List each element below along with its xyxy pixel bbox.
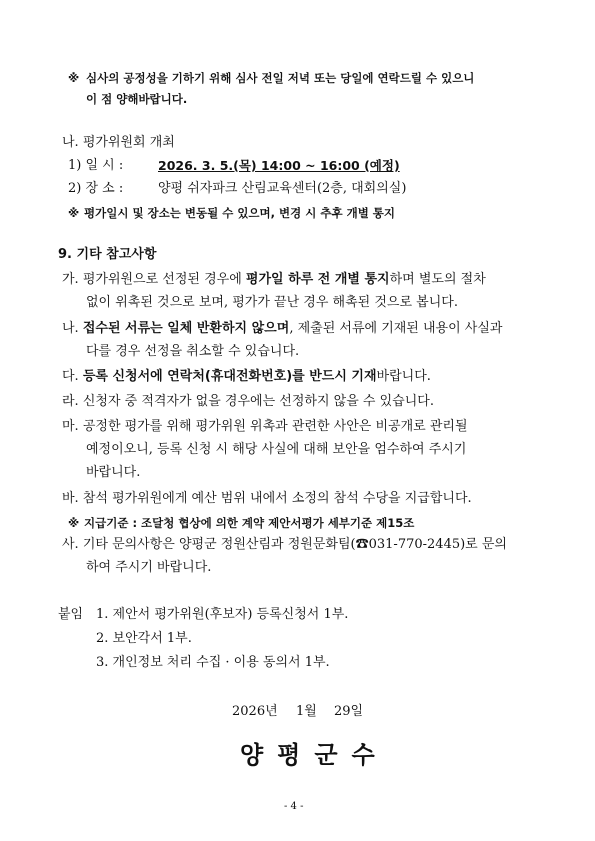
- item-na-line-2: 다를 경우 선정을 취소할 수 있습니다.: [86, 344, 300, 359]
- meeting-note: 평가일시 및 장소는 변동될 수 있으며, 변경 시 추후 개별 통지: [84, 206, 396, 220]
- meeting-note-mark: ※: [68, 206, 80, 220]
- meeting-heading: 나. 평가위원회 개최: [62, 135, 175, 150]
- meeting-date-label: 1) 일 시 :: [68, 158, 124, 173]
- meeting-place-label: 2) 장 소 :: [68, 181, 124, 196]
- date-day: 29일: [334, 704, 364, 719]
- item-ba: 바. 참석 평가위원에게 예산 범위 내에서 소정의 참석 수당을 지급합니다.: [62, 491, 472, 506]
- attachment-item: 3. 개인정보 처리 수집 · 이용 동의서 1부.: [96, 655, 330, 670]
- item-ga-line-1: 가. 평가위원으로 선정된 경우에 평가일 하루 전 개별 통지하며 별도의 절차: [62, 272, 486, 287]
- date-month: 1월: [296, 704, 317, 719]
- section-9-heading: 9. 기타 참고사항: [58, 247, 157, 262]
- item-sa-line-1: 사. 기타 문의사항은 양평군 정원산림과 정원문화팀(☎031-770-2445)로 문의: [62, 537, 507, 552]
- notice-mark: ※: [68, 71, 80, 85]
- item-ma-line-1: 마. 공정한 평가를 위해 평가위원 위촉과 관련한 사안은 비공개로 관리될: [62, 419, 468, 434]
- pay-note-mark: ※: [68, 516, 80, 530]
- page-number: - 4 -: [284, 801, 304, 812]
- date-year: 2026년: [232, 704, 278, 719]
- item-ra: 라. 신청자 중 적격자가 없을 경우에는 선정하지 않을 수 있습니다.: [62, 394, 434, 409]
- item-sa-line-2: 하여 주시기 바랍니다.: [86, 560, 212, 575]
- meeting-date-value: 2026. 3. 5.(목) 14:00 ~ 16:00 (예정): [158, 158, 400, 173]
- pay-note: 지급기준 : 조달청 협상에 의한 계약 제안서평가 세부기준 제15조: [84, 516, 415, 530]
- notice-line-1: 심사의 공정성을 기하기 위해 심사 전일 저녁 또는 당일에 연락드릴 수 있으니: [86, 71, 475, 85]
- item-ma-line-3: 바랍니다.: [86, 465, 141, 480]
- item-ga-line-2: 없이 위촉된 것으로 보며, 평가가 끝난 경우 해촉된 것으로 봅니다.: [86, 295, 458, 310]
- item-ma-line-2: 예정이오니, 등록 신청 시 해당 사실에 대해 보안을 엄수하여 주시기: [86, 442, 467, 457]
- notice-line-2: 이 점 양해바랍니다.: [86, 92, 188, 106]
- attachments-label: 붙임: [58, 607, 84, 622]
- attachment-item: 1. 제안서 평가위원(후보자) 등록신청서 1부.: [96, 607, 349, 622]
- phone-icon: ☎: [355, 537, 369, 552]
- meeting-place-value: 양평 쉬자파크 산림교육센터(2층, 대회의실): [158, 181, 407, 196]
- item-da: 다. 등록 신청서에 연락처(휴대전화번호)를 반드시 기재바랍니다.: [62, 369, 431, 384]
- attachment-item: 2. 보안각서 1부.: [96, 631, 192, 646]
- signature: 양평군수: [240, 740, 389, 769]
- item-na-line-1: 나. 접수된 서류는 일체 반환하지 않으며, 제출된 서류에 기재된 내용이 사실과: [62, 321, 503, 336]
